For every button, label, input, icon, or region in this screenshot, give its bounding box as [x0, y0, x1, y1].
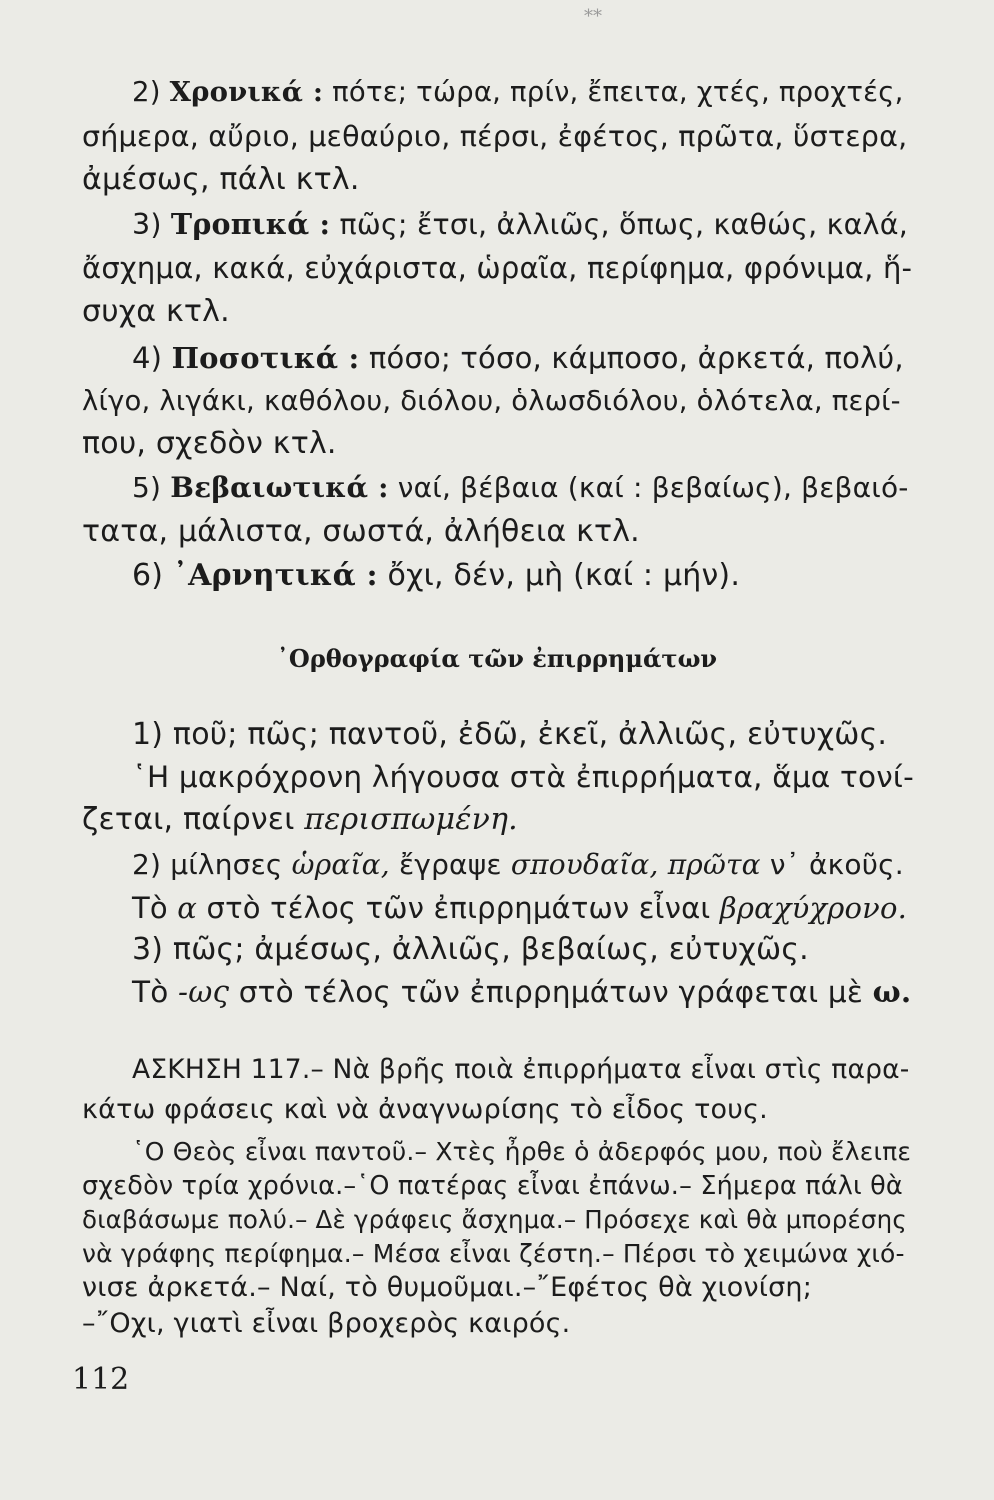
rule-1-text-line-2 [82, 800, 914, 840]
top-ornament: ** [584, 6, 602, 27]
rule-2-text-part: Τὸ [132, 891, 178, 925]
temporal-list: πότε; τώρα, πρίν, ἔπειτα, χτές, προχτές, [323, 76, 904, 108]
rule-1-plain: ζεται, παίρνει [82, 802, 305, 837]
modal-adverbs-line-2: ἄσχημα, κακά, εὐχάριστα, ὡραῖα, περίφημα, φρόνιμα, ἥ- [82, 251, 913, 285]
rule-3-text-part: στὸ τέλος τῶν ἐπιρρημάτων γράφεται μὲ [229, 975, 873, 1009]
temporal-adverbs-line-3: ἀμέσως, πάλι κτλ. [82, 162, 360, 197]
exercise-sentence-line-4: νὰ γράφης περίφημα.– Μέσα εἶναι ζέστη.– Πέρσι τὸ χειμώνα χιό- [82, 1239, 905, 1268]
negative-adverbs-line-1 [132, 556, 914, 596]
rule-1-term: περισπωμένη. [304, 802, 518, 837]
rule-2-italic-word: σπουδαῖα, [510, 848, 659, 881]
item-number: 2) [132, 76, 170, 108]
rule-2-example [132, 845, 914, 885]
temporal-heading: Χρονικά : [169, 76, 324, 108]
rule-1-example: 1) ποῦ; πῶς; παντοῦ, ἐδῶ, ἐκεῖ, ἀλλιῶς, εὐτυχῶς. [132, 717, 888, 752]
modal-adverbs-line-3: συχα κτλ. [82, 294, 230, 329]
exercise-sentence-line-6: –῎Οχι, γιατὶ εἶναι βροχερὸς καιρός. [82, 1308, 571, 1339]
affirmative-adverbs-line-1 [132, 468, 914, 508]
negative-heading: ᾿Αρνητικά : [172, 558, 378, 593]
rule-3-text-part: Τὸ [132, 975, 179, 1009]
modal-adverbs-line-1 [132, 204, 914, 245]
quantitative-adverbs-line-3: που, σχεδὸν κτλ. [82, 426, 337, 461]
exercise-sentence-line-2: σχεδὸν τρία χρόνια.–῾Ο πατέρας εἶναι ἐπάνω.– Σήμερα πάλι θὰ [82, 1171, 903, 1201]
item-number: 4) [132, 341, 172, 375]
negative-list: ὄχι, δέν, μὴ (καί : μήν). [377, 558, 741, 593]
rule-2-text-part: στὸ τέλος τῶν ἐπιρρημάτων εἶναι [197, 891, 720, 925]
rule-2-italic-word: ὡραῖα, [291, 848, 390, 881]
rule-2-part [659, 848, 668, 881]
page-number: 112 [72, 1362, 130, 1397]
rule-3-example: 3) πῶς; ἀμέσως, ἀλλιῶς, βεβαίως, εὐτυχῶς. [132, 932, 809, 967]
rule-3-letter: ω. [872, 974, 912, 1009]
temporal-adverbs-line-1 [132, 72, 914, 112]
item-number: 3) [132, 208, 171, 241]
item-number: 5) [132, 471, 171, 504]
exercise-sentence-line-1: ῾Ο Θεὸς εἶναι παντοῦ.– Χτὲς ἦρθε ὁ ἀδερφός μου, ποὺ ἔλειπε [132, 1137, 912, 1166]
quantitative-adverbs-line-2: λίγο, λιγάκι, καθόλου, διόλου, ὁλωσδιόλου, ὁλότελα, περί- [82, 385, 901, 417]
rule-2-part: ἔγραψε [389, 848, 511, 881]
rule-2-part: ν᾿ ἀκοῦς. [760, 848, 904, 881]
rule-3-ending: -ως [178, 975, 230, 1009]
modal-list: πῶς; ἔτσι, ἀλλιῶς, ὅπως, καθώς, καλά, [330, 208, 908, 241]
exercise-sentence-line-5: νισε ἀρκετά.– Ναί, τὸ θυμοῦμαι.–῎Εφέτος θὰ χιονίση; [82, 1272, 813, 1303]
rule-2-letter: α [177, 891, 198, 925]
rule-1-text-line-1: ῾Η μακρόχρονη λήγουσα στὰ ἐπιρρήματα, ἅμα τονί- [132, 760, 914, 794]
orthography-section-title: ᾿Ορθογραφία τῶν ἐπιρρημάτων [276, 644, 718, 673]
rule-2-term: βραχύχρονο. [719, 891, 908, 925]
item-number: 6) [132, 558, 173, 593]
exercise-heading-line-2: κάτω φράσεις καὶ νὰ ἀναγνωρίσης τὸ εἶδος τους. [82, 1094, 768, 1125]
rule-2-text [132, 888, 914, 928]
affirmative-list: ναί, βέβαια (καί : βεβαίως), βεβαιό- [388, 471, 909, 504]
temporal-adverbs-line-2: σήμερα, αὔριο, μεθαύριο, πέρσι, ἐφέτος, πρῶτα, ὕστερα, [82, 120, 908, 153]
affirmative-heading: Βεβαιωτικά : [170, 471, 389, 504]
exercise-sentence-line-3: διαβάσωμε πολύ.– Δὲ γράφεις ἄσχημα.– Πρόσεχε καὶ θὰ μπορέσης [82, 1205, 907, 1234]
quantitative-adverbs-line-1 [132, 338, 914, 378]
rule-3-text [132, 972, 914, 1012]
affirmative-adverbs-line-2: τατα, μάλιστα, σωστά, ἀλήθεια κτλ. [82, 514, 640, 549]
quantitative-list: πόσο; τόσο, κάμποσο, ἀρκετά, πολύ, [359, 341, 904, 375]
rule-2-italic-word: πρῶτα [667, 848, 761, 881]
exercise-heading-line-1: ΑΣΚΗΣΗ 117.– Νὰ βρῆς ποιὰ ἐπιρρήματα εἶναι στὶς παρα- [132, 1054, 910, 1085]
quantitative-heading: Ποσοτικά : [171, 341, 360, 375]
modal-heading: Τροπικά : [170, 207, 331, 241]
rule-2-part: 2) μίλησες [132, 848, 292, 881]
